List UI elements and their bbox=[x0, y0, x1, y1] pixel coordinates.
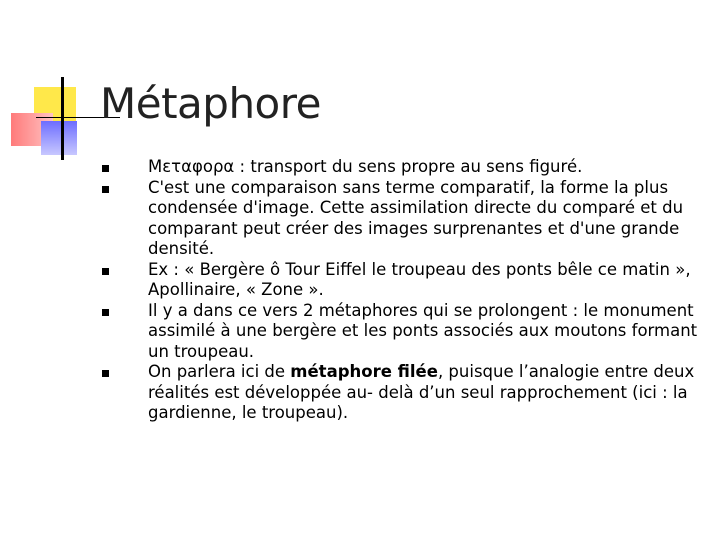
bullet-text-after: , puisque l’analogie entre deux réalités est développée au- delà d’un seul rapprochement (ici : la gardienne, le troupeau). bbox=[148, 362, 695, 422]
bullet-item bbox=[102, 157, 702, 178]
bullet-item bbox=[102, 362, 702, 424]
bullet-item bbox=[102, 301, 702, 363]
bullet-item bbox=[102, 178, 702, 260]
blue-square bbox=[41, 121, 77, 155]
bullet-list bbox=[102, 157, 702, 424]
greek-word: Μεταφορα bbox=[148, 157, 235, 176]
bullet-icon bbox=[102, 309, 109, 316]
bullet-icon bbox=[102, 268, 109, 275]
vertical-line bbox=[61, 77, 64, 160]
bullet-icon bbox=[102, 165, 109, 172]
bullet-item bbox=[102, 260, 702, 301]
bold-term: métaphore filée bbox=[290, 362, 438, 381]
bullet-text-before: On parlera ici de bbox=[148, 362, 291, 381]
bullet-icon bbox=[102, 370, 109, 377]
bullet-text: C'est une comparaison sans terme comparatif, la forme la plus condensée d'image. Cette assimilation directe du comparé et du comparant peut créer des images surprenantes et d'une grande densité. bbox=[148, 177, 684, 258]
bullet-text: : transport du sens propre au sens figuré. bbox=[234, 157, 583, 176]
slide-title: Métaphore bbox=[100, 79, 321, 128]
bullet-icon bbox=[102, 186, 109, 193]
bullet-text: Il y a dans ce vers 2 métaphores qui se prolongent : le monument assimilé à une bergère et les ponts associés aux moutons formant un troupeau. bbox=[148, 300, 698, 361]
bullet-text: Ex : « Bergère ô Tour Eiffel le troupeau des ponts bêle ce matin », Apollinaire, « Zone ». bbox=[148, 259, 691, 299]
